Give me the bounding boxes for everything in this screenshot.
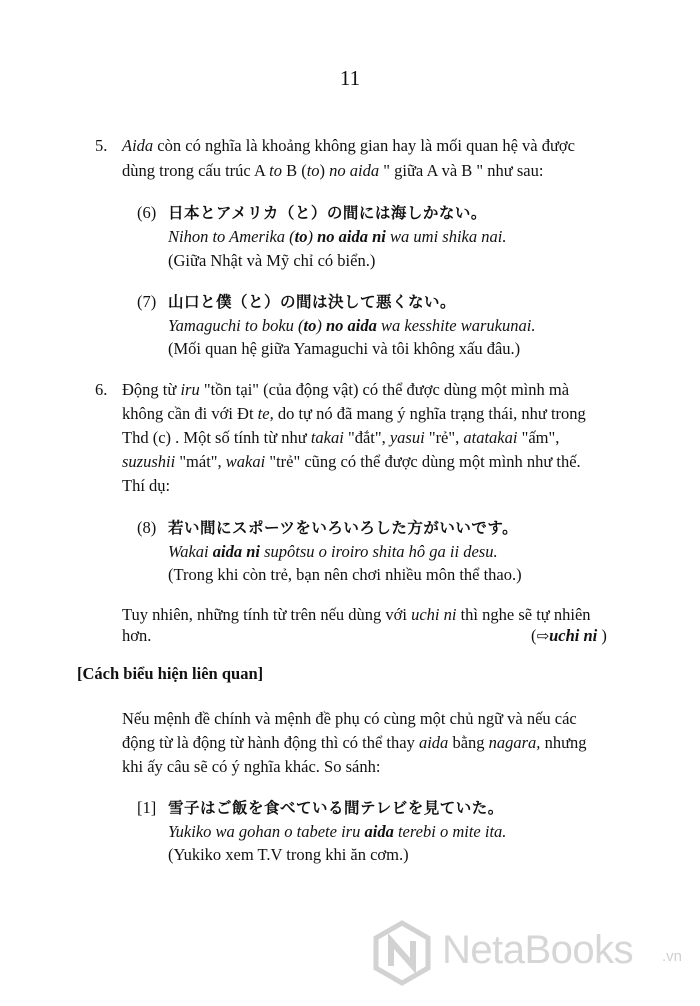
example-7-translation: (Mối quan hệ giữa Yamaguchi và tôi không xấu đâu.)	[168, 339, 521, 358]
item-6-number: 6.	[95, 380, 108, 399]
example-6-translation: (Giữa Nhật và Mỹ chỉ có biển.)	[168, 251, 376, 270]
example-7-romaji: Yamaguchi to boku (to) no aida wa kesshite warukunai.	[168, 316, 536, 335]
example-7-japanese: 山口と僕（と）の間は決して悪くない。	[168, 293, 457, 311]
related-line-1: Nếu mệnh đề chính và mệnh đề phụ có cùng một chủ ngữ và nếu các	[122, 709, 577, 728]
example-6-japanese: 日本とアメリカ（と）の間には海しかない。	[168, 204, 487, 222]
note-line-1: Tuy nhiên, những tính từ trên nếu dùng với uchi ni thì nghe sẽ tự nhiên	[122, 605, 591, 624]
item-6-line-3: Thd (c) . Một số tính từ như takai "đắt", yasui "rẻ", atatakai "ấm",	[122, 428, 560, 447]
item-6-line-2: không cần đi với Đt te, do tự nó đã mang ý nghĩa trạng thái, như trong	[122, 404, 586, 423]
netabooks-watermark	[372, 918, 697, 988]
example-6-romaji: Nihon to Amerika (to) no aida ni wa umi shika nai.	[168, 227, 507, 246]
example-8-translation: (Trong khi còn trẻ, bạn nên chơi nhiều môn thể thao.)	[168, 565, 522, 584]
watermark-suffix: .vn	[662, 948, 683, 965]
cross-reference: (⇨uchi ni )	[531, 626, 607, 645]
item-6-line-4: suzushii "mát", wakai "trẻ" cũng có thể được dùng một mình như thế.	[122, 452, 581, 471]
watermark-brand: NetaBooks	[442, 928, 634, 972]
example-1-japanese: 雪子はご飯を食べている間テレビを見ていた。	[168, 799, 504, 817]
item-6-line-5: Thí dụ:	[122, 476, 171, 495]
arrow-right-icon: ⇨	[536, 629, 550, 645]
item-5-line-1: Aida còn có nghĩa là khoảng không gian hay là mối quan hệ và được	[122, 136, 575, 155]
example-1-translation: (Yukiko xem T.V trong khi ăn cơm.)	[168, 845, 409, 864]
item-5-number: 5.	[95, 136, 108, 155]
example-8-label: (8)	[137, 518, 157, 537]
related-line-3: khi ấy câu sẽ có ý nghĩa khác. So sánh:	[122, 757, 381, 776]
section-heading: [Cách biểu hiện liên quan]	[77, 664, 264, 683]
example-1-label: [1]	[137, 798, 157, 817]
example-8-romaji: Wakai aida ni supôtsu o iroiro shita hô ga ii desu.	[168, 542, 498, 561]
example-6-label: (6)	[137, 203, 157, 222]
page-number: 11	[339, 66, 361, 90]
example-1-romaji: Yukiko wa gohan o tabete iru aida terebi o mite ita.	[168, 822, 507, 841]
example-8-japanese: 若い間にスポーツをいろいろした方がいいです。	[168, 519, 519, 537]
related-line-2: động từ là động từ hành động thì có thể thay aida bằng nagara, nhưng	[122, 733, 587, 752]
item-5-line-2: dùng trong cấu trúc A to B (to) no aida " giữa A và B " như sau:	[122, 161, 544, 180]
netabooks-logo-icon	[372, 920, 432, 986]
example-7-label: (7)	[137, 292, 157, 311]
item-6-line-1: Động từ iru "tồn tại" (của động vật) có thể được dùng một mình mà	[122, 380, 570, 399]
note-line-2: hơn.	[122, 626, 152, 645]
